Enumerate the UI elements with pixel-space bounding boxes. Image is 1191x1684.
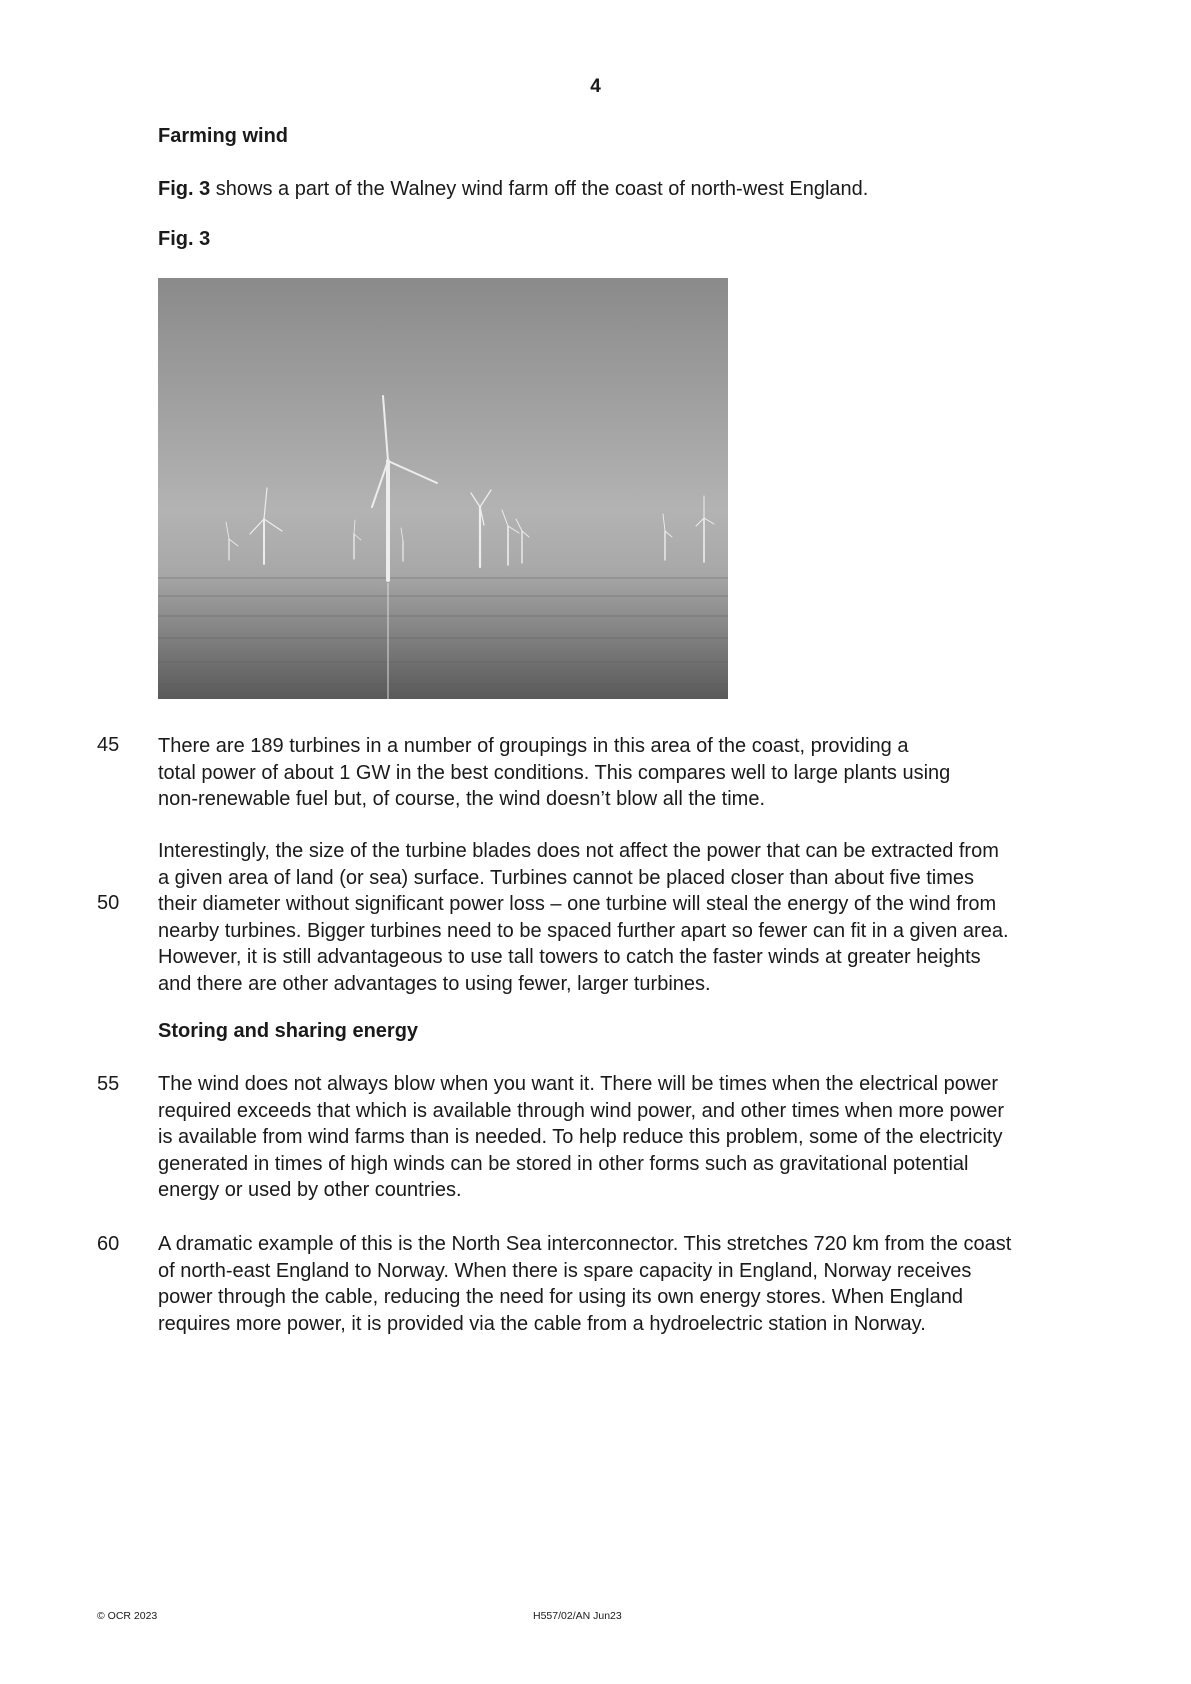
figure-reference: Fig. 3 xyxy=(158,178,211,200)
section-heading-farming-wind: Farming wind xyxy=(158,125,288,147)
footer-copyright: © OCR 2023 xyxy=(97,1610,158,1622)
line-number: 50 xyxy=(97,892,120,914)
figure-label: Fig. 3 xyxy=(158,228,211,250)
line-number: 60 xyxy=(97,1233,120,1255)
figure-intro xyxy=(158,176,868,203)
page-number: 4 xyxy=(590,76,601,97)
footer-paper-code: H557/02/AN Jun23 xyxy=(533,1610,622,1622)
paragraph-turbines: There are 189 turbines in a number of groupings in this area of the coast, providing a total power of about 1 GW in the best conditions. This compares well to large plants using non-renewable fuel but, of course, the wind doesn’t blow all the time. xyxy=(158,735,951,810)
line-number: 45 xyxy=(97,734,120,756)
paragraph-storage: The wind does not always blow when you want it. There will be times when the electrical power required exceeds that which is available through wind power, and other times when more power is available from wind farms than is needed. To help reduce this problem, some of the electricity generated in times of high winds can be stored in other forms such as gravitational potential energy or used by other countries. xyxy=(158,1073,1005,1201)
wind-farm-photo xyxy=(158,278,728,699)
paragraph-interconnector: A dramatic example of this is the North Sea interconnector. This stretches 720 km from the coast of north-east England to Norway. When there is spare capacity in England, Norway receives power through the cable, reducing the need for using its own energy stores. When England requires more power, it is provided via the cable from a hydroelectric station in Norway. xyxy=(158,1233,1012,1335)
paragraph-blade-size: Interestingly, the size of the turbine blades does not affect the power that can be extracted from a given area of land (or sea) surface. Turbines cannot be placed closer than about five times their diameter without significant power loss – one turbine will steal the energy of the wind from nearby turbines. Bigger turbines need to be spaced further apart so fewer can fit in a given area. However, it is still advantageous to use tall towers to catch the faster winds at greater heights and there are other advantages to using fewer, larger turbines. xyxy=(158,840,1009,995)
line-number: 55 xyxy=(97,1073,120,1095)
section-heading-storing-energy: Storing and sharing energy xyxy=(158,1020,419,1042)
figure-intro-text: shows a part of the Walney wind farm off the coast of north-west England. xyxy=(210,178,869,200)
